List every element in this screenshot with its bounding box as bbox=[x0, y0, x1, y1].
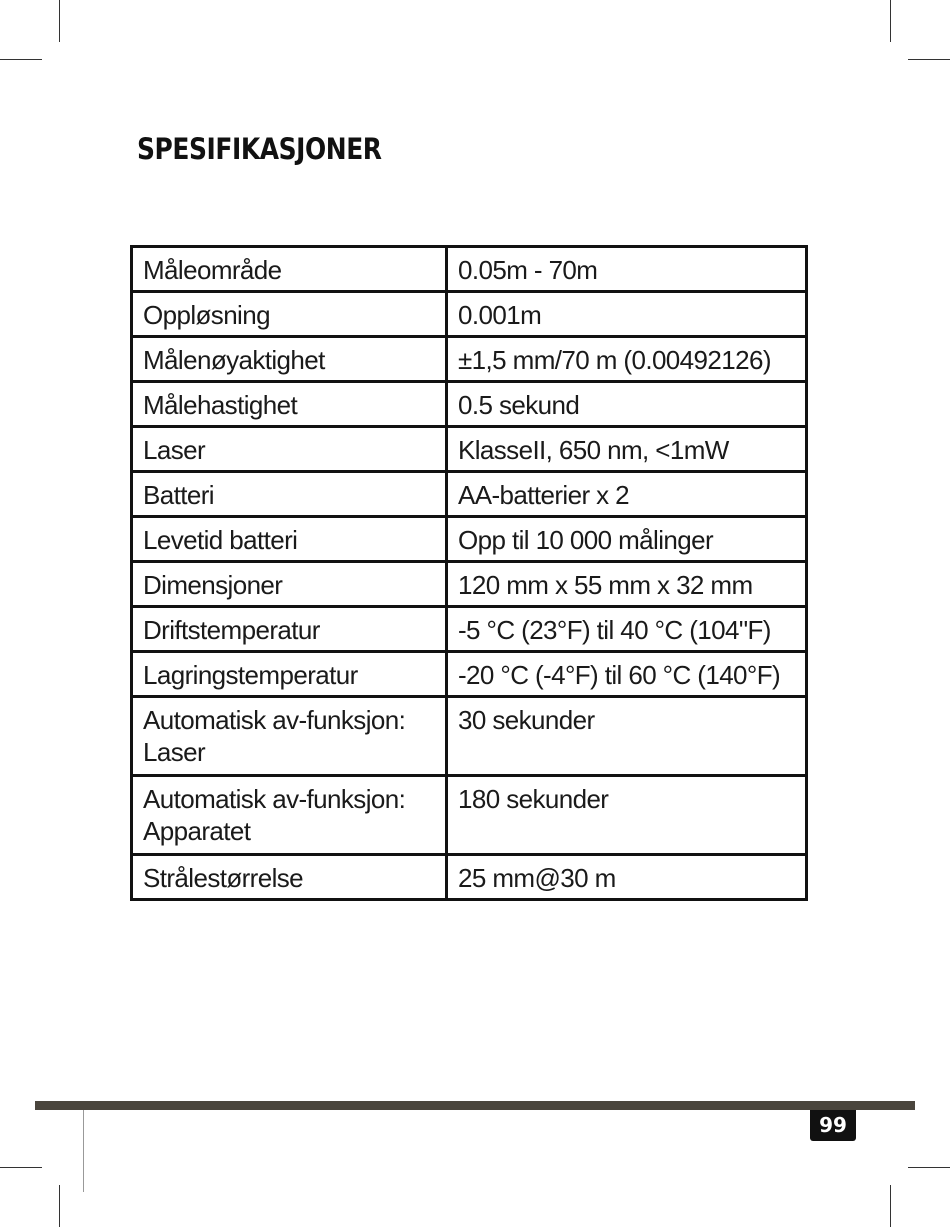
spec-row bbox=[132, 607, 807, 652]
footer-bar bbox=[35, 1101, 915, 1110]
spec-label: Automatisk av-funksjon: Laser bbox=[132, 697, 447, 776]
spec-label: Laser bbox=[132, 427, 447, 472]
spec-value: -5 °C (23°F) til 40 °C (104"F) bbox=[447, 607, 807, 652]
spec-label: Batteri bbox=[132, 472, 447, 517]
spec-row bbox=[132, 382, 807, 427]
spec-value: 180 sekunder bbox=[447, 776, 807, 855]
spec-value: ±1,5 mm/70 m (0.00492126) bbox=[447, 337, 807, 382]
spec-row bbox=[132, 247, 807, 292]
spec-value: 0.001m bbox=[447, 292, 807, 337]
crop-mark bbox=[890, 1185, 891, 1227]
spec-label: Måleområde bbox=[132, 247, 447, 292]
crop-mark bbox=[890, 0, 891, 42]
spec-label: Driftstemperatur bbox=[132, 607, 447, 652]
spec-value: 120 mm x 55 mm x 32 mm bbox=[447, 562, 807, 607]
spec-row bbox=[132, 292, 807, 337]
spec-value: KlasseII, 650 nm, <1mW bbox=[447, 427, 807, 472]
spec-label: Målenøyaktighet bbox=[132, 337, 447, 382]
spec-value: Opp til 10 000 målinger bbox=[447, 517, 807, 562]
spec-label: Levetid batteri bbox=[132, 517, 447, 562]
crop-mark bbox=[908, 59, 950, 60]
spec-label: Lagringstemperatur bbox=[132, 652, 447, 697]
spec-value: 0.5 sekund bbox=[447, 382, 807, 427]
spec-row bbox=[132, 562, 807, 607]
footer-rule bbox=[83, 1110, 84, 1192]
spec-label: Oppløsning bbox=[132, 292, 447, 337]
crop-mark bbox=[59, 0, 60, 42]
spec-value: 30 sekunder bbox=[447, 697, 807, 776]
crop-mark bbox=[59, 1185, 60, 1227]
spec-row bbox=[132, 855, 807, 900]
spec-row bbox=[132, 652, 807, 697]
crop-mark bbox=[0, 1167, 42, 1168]
spec-row bbox=[132, 427, 807, 472]
crop-mark bbox=[908, 1167, 950, 1168]
page-title: SPESIFIKASJONER bbox=[137, 132, 382, 166]
spec-row bbox=[132, 517, 807, 562]
spec-value: AA-batterier x 2 bbox=[447, 472, 807, 517]
spec-row bbox=[132, 776, 807, 855]
spec-value: 0.05m - 70m bbox=[447, 247, 807, 292]
spec-label: Målehastighet bbox=[132, 382, 447, 427]
spec-label: Automatisk av-funksjon: Apparatet bbox=[132, 776, 447, 855]
spec-value: -20 °C (-4°F) til 60 °C (140°F) bbox=[447, 652, 807, 697]
spec-value: 25 mm@30 m bbox=[447, 855, 807, 900]
crop-mark bbox=[0, 59, 42, 60]
spec-row bbox=[132, 337, 807, 382]
spec-label: Strålestørrelse bbox=[132, 855, 447, 900]
spec-row bbox=[132, 697, 807, 776]
page-number: 99 bbox=[810, 1110, 856, 1141]
spec-table bbox=[130, 245, 808, 901]
spec-row bbox=[132, 472, 807, 517]
spec-label: Dimensjoner bbox=[132, 562, 447, 607]
